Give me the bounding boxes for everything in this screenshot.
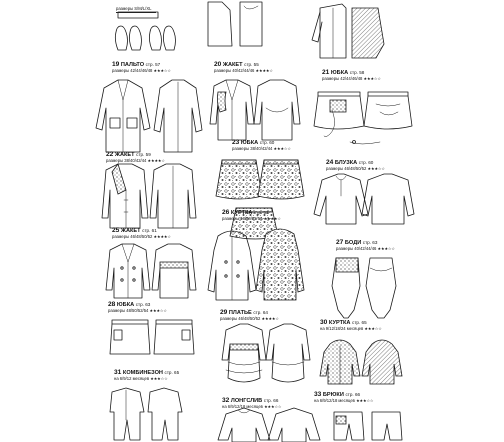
item-sizes: на 6/9/12/18 месяцев <box>314 398 355 403</box>
bodysuit-27-sketch <box>332 258 396 318</box>
item-page: стр. 65 <box>352 320 367 325</box>
item-name: ЖАКЕТ <box>120 228 141 234</box>
item-sizes: размеры 40/42/44/46 <box>336 246 377 251</box>
caption-item-24 <box>326 160 385 171</box>
item-page: стр. 62 <box>254 210 269 215</box>
difficulty-stars: ★★★☆☆ <box>153 68 171 73</box>
item-name: БЛУЗКА <box>334 160 358 166</box>
item-number: 26 <box>222 209 230 216</box>
caption-item-28 <box>108 302 167 313</box>
item-name: ПЛАТЬЕ <box>228 310 252 316</box>
difficulty-stars: ★★★☆☆ <box>273 146 291 151</box>
caption-item-33 <box>314 392 373 403</box>
item-sizes: на 6/9/12 месяцев <box>114 376 150 381</box>
item-page: стр. 61 <box>142 228 157 233</box>
item-page: стр. 64 <box>253 310 268 315</box>
pants-33-sketch <box>334 412 402 440</box>
item-number: 23 <box>232 139 240 146</box>
item-name: БОДИ <box>344 240 362 246</box>
difficulty-stars: ★★★☆☆ <box>377 246 395 251</box>
caption-item-20 <box>214 62 273 73</box>
caption-item-30 <box>320 320 382 331</box>
item-number: 31 <box>114 369 122 376</box>
item-page: стр. 57 <box>145 62 161 67</box>
item-number: 20 <box>214 61 222 68</box>
item-page: стр. 66 <box>345 392 361 397</box>
item-page: стр. 55 <box>244 62 259 67</box>
jacket-25-sketch <box>106 244 196 298</box>
item-sizes: на 9/12/18/24 месяцев <box>320 326 364 331</box>
difficulty-stars: ★★★☆☆ <box>367 166 385 171</box>
item-page: стр. 58 <box>349 70 365 75</box>
caption-item-23 <box>232 140 291 151</box>
item-name: ЮБКА <box>330 70 349 76</box>
item-number: 25 <box>112 227 120 234</box>
item-sizes: размеры 38/40/42/44 <box>232 146 273 151</box>
difficulty-stars: ★★★★☆ <box>147 158 165 163</box>
skirt-23-sketch <box>216 160 304 239</box>
caption-item-29 <box>220 310 279 321</box>
item-page: стр. 60 <box>259 140 275 145</box>
skirt-21-sketch <box>314 92 412 144</box>
item-sizes: размеры 46/48/50/52 <box>220 316 261 321</box>
caption-item-32 <box>222 398 281 409</box>
top-caption <box>116 6 156 13</box>
item-page: стр. 63 <box>135 302 151 307</box>
item-name: КУРТКА <box>328 320 351 326</box>
jacket-22-sketch <box>102 164 196 228</box>
top-skirt-sketch <box>208 2 262 46</box>
longsleeve-32-sketch <box>218 408 320 442</box>
item-name: ЮБКА <box>240 140 259 146</box>
item-number: 28 <box>108 301 116 308</box>
top-hat-accessory-sketch <box>115 12 175 50</box>
item-sizes: на 6/9/12/18 месяцев <box>222 404 263 409</box>
item-name: ЛОНГСЛИВ <box>230 398 263 404</box>
dress-29-sketch <box>222 324 310 382</box>
item-number: 19 <box>112 61 120 68</box>
item-number: 30 <box>320 319 328 326</box>
item-name: БРЮКИ <box>322 392 344 398</box>
caption-item-26 <box>222 210 281 221</box>
item-name: КОМБИНЕЗОН <box>122 370 163 376</box>
difficulty-stars: ★★★☆☆ <box>150 376 168 381</box>
difficulty-stars: ★★★★☆ <box>263 216 281 221</box>
difficulty-stars: ★★★☆☆ <box>356 398 374 403</box>
item-sizes: размеры 46/48/50/52 <box>112 234 153 239</box>
difficulty-stars: ★★★★☆ <box>255 68 273 73</box>
item-page: стр. 59 <box>136 152 151 157</box>
item-number: 27 <box>336 239 344 246</box>
difficulty-stars: ★★★☆☆ <box>264 404 282 409</box>
top-caption-sizes: размеры S/M/L/XL <box>116 6 152 11</box>
item-name: ЮБКА <box>116 302 135 308</box>
top-shirt-sketch <box>312 4 384 58</box>
kids-jacket-30-sketch <box>320 340 402 384</box>
item-name: КУРТКА <box>230 210 253 216</box>
item-page: стр. 66 <box>263 398 279 403</box>
item-number: 24 <box>326 159 334 166</box>
difficulty-stars: ★★★☆☆ <box>364 326 382 331</box>
caption-item-27 <box>336 240 395 251</box>
item-number: 32 <box>222 397 230 404</box>
caption-item-21 <box>322 70 381 81</box>
item-number: 21 <box>322 69 330 76</box>
difficulty-stars: ★★★☆☆ <box>363 76 381 81</box>
difficulty-stars: ★★★★☆ <box>261 316 279 321</box>
jumpsuit-31-sketch <box>110 388 182 440</box>
item-number: 22 <box>106 151 114 158</box>
item-name: ЖАКЕТ <box>222 62 243 68</box>
item-page: стр. 60 <box>358 160 374 165</box>
caption-item-22 <box>106 152 165 163</box>
item-number: 33 <box>314 391 322 398</box>
item-sizes: размеры 48/50/52/54 <box>222 216 263 221</box>
difficulty-stars: ★★★★☆ <box>153 234 171 239</box>
item-sizes: размеры 42/44/46/48 <box>112 68 153 73</box>
coat-19-sketch <box>96 80 202 152</box>
jacket-26-sketch <box>208 229 304 300</box>
item-sizes: размеры 46/48/50/52 <box>326 166 367 171</box>
item-sizes: размеры 42/44/46/48 <box>322 76 363 81</box>
item-name: ПАЛЬТО <box>120 62 145 68</box>
item-number: 29 <box>220 309 228 316</box>
blouse-24-sketch <box>314 174 414 224</box>
difficulty-stars: ★★★☆☆ <box>149 308 167 313</box>
item-name: ЖАКЕТ <box>114 152 135 158</box>
item-page: стр. 65 <box>164 370 180 375</box>
item-page: стр. 63 <box>362 240 378 245</box>
item-sizes: размеры 40/42/44/46 <box>214 68 255 73</box>
item-sizes: размеры 48/50/52/54 <box>108 308 149 313</box>
caption-item-31 <box>114 370 179 381</box>
caption-item-19 <box>112 62 171 73</box>
item-sizes: размеры 38/40/42/44 <box>106 158 147 163</box>
skirt-28-sketch <box>110 320 194 354</box>
caption-item-25 <box>112 228 171 239</box>
jacket-20-sketch <box>210 80 300 140</box>
